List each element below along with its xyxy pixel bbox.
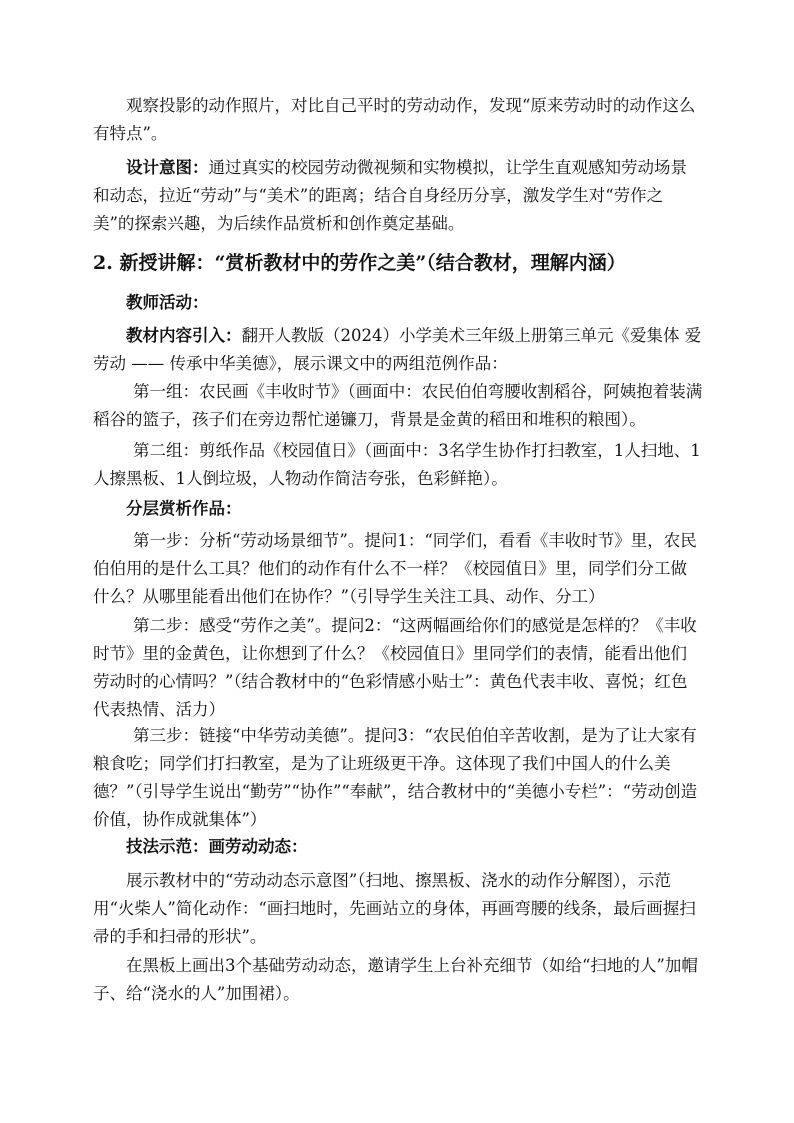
textbook-intro-paragraph [93,322,703,378]
intro-paragraph: 观察投影的动作照片，对比自己平时的劳动动作，发现“原来劳动时的动作这么有特点”。 [93,96,696,143]
demo1-paragraph: 展示教材中的“劳动动态示意图”（扫地、擦黑板、浇水的动作分解图），示范用“火柴人”简化动作：“画扫地时，先画站立的身体，再画弯腰的线条，最后画握扫帚的手和扫帚的形状”。 [93,871,696,946]
design-intent-label: 设计意图： [126,158,209,177]
textbook-intro-label: 教材内容引入： [126,326,242,345]
step2-paragraph: 第二步：感受“劳作之美”。提问2：“这两幅画给你们的感觉是怎样的？《丰收时节》里的金黄色，让你想到了什么？《校园值日》里同学们的表情，能看出他们劳动时的心情吗？”（结合教材中的“色彩情感小贴士”：黄色代表丰收、喜悦；红色代表热情、活力） [93,616,697,719]
step1-paragraph: 第一步：分析“劳动场景细节”。提问1：“同学们，看看《丰收时节》里，农民伯伯用的是什么工具？他们的动作有什么不一样？《校园值日》里，同学们分工做什么？从哪里能看出他们在协作？”（引导学生关注工具、动作、分工） [93,531,697,606]
technique-demo-label: 技法示范：画劳动动态： [126,837,308,856]
section-heading: 2. 新授讲解：“赏析教材中的劳作之美”（结合教材，理解内涵） [93,252,626,274]
group1-paragraph: 第一组：农民画《丰收时节》（画面中：农民伯伯弯腰收割稻谷，阿姨抱着装满稻谷的篮子，孩子们在旁边帮忙递镰刀，背景是金黄的稻田和堆积的粮囤）。 [93,382,703,429]
demo2-paragraph: 在黑板上画出3个基础劳动动态，邀请学生上台补充细节（如给“扫地的人”加帽子、给“浇水的人”加围裙）。 [93,956,698,1003]
design-intent-paragraph [93,154,703,238]
teacher-activity-label: 教师活动： [126,293,209,312]
textbook-intro-text: 翻开人教版（2024）小学美术三年级上册第三单元《爱集体 爱劳动 —— 传承中华美德》，展示课文中的两组范例作品： [93,326,702,373]
group2-paragraph: 第二组：剪纸作品《校园值日》（画面中：3名学生协作打扫教室，1人扫地、1人擦黑板、1人倒垃圾，人物动作简洁夸张，色彩鲜艳）。 [93,441,701,488]
step3-paragraph: 第三步：链接“中华劳动美德”。提问3：“农民伯伯辛苦收割，是为了让大家有粮食吃；同学们打扫教室，是为了让班级更干净。这体现了我们中国人的什么美德？”（引导学生说出“勤劳”“协作”“奉献”，结合教材中的“美德小专栏”：“劳动创造价值，协作成就集体”） [93,726,698,829]
design-intent-text: 通过真实的校园劳动微视频和实物模拟，让学生直观感知劳动场景和动态，拉近“劳动”与“美术”的距离；结合自身经历分享，激发学生对“劳作之美”的探索兴趣，为后续作品赏析和创作奠定基础。 [93,158,687,233]
layered-appreciation-label: 分层赏析作品： [126,499,242,518]
